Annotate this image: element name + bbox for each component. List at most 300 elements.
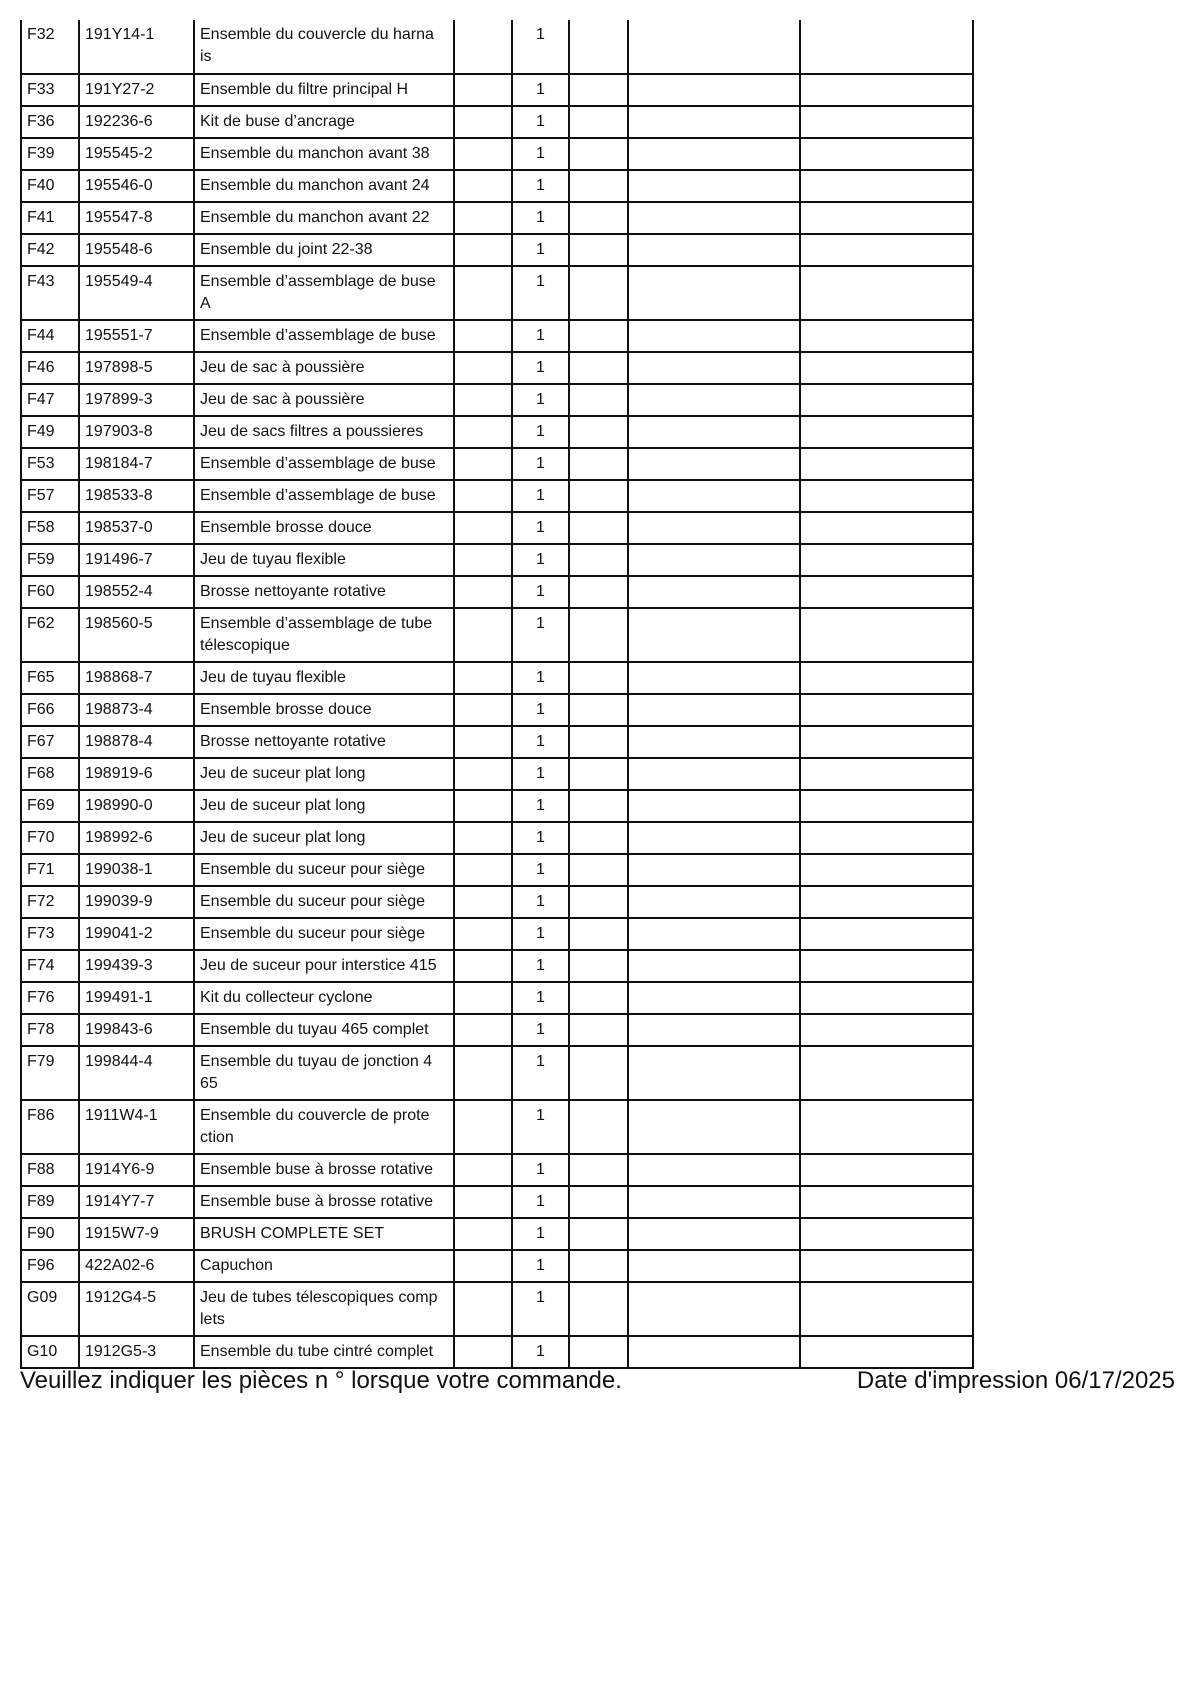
quantity-cell: 1 — [512, 918, 569, 950]
empty-cell — [569, 1282, 628, 1336]
ref-cell: F40 — [21, 170, 79, 202]
empty-cell — [800, 416, 973, 448]
ref-cell: F88 — [21, 1154, 79, 1186]
print-date: Date d'impression 06/17/2025 — [856, 1367, 1175, 1394]
empty-cell — [569, 918, 628, 950]
empty-cell — [569, 790, 628, 822]
description-cell: Kit du collecteur cyclone — [194, 982, 454, 1014]
empty-cell — [569, 1014, 628, 1046]
quantity-cell: 1 — [512, 416, 569, 448]
ref-cell: F78 — [21, 1014, 79, 1046]
quantity-cell: 1 — [512, 576, 569, 608]
part-number-cell: 1912G5-3 — [79, 1336, 194, 1368]
description-cell: Ensemble d’assemblage de buse — [194, 320, 454, 352]
description-cell: Ensemble du tuyau 465 complet — [194, 1014, 454, 1046]
part-number-cell: 198873-4 — [79, 694, 194, 726]
empty-cell — [800, 234, 973, 266]
empty-cell — [454, 1046, 512, 1100]
description-cell: Jeu de sac à poussière — [194, 384, 454, 416]
empty-cell — [454, 1154, 512, 1186]
empty-cell — [569, 266, 628, 320]
empty-cell — [628, 1100, 800, 1154]
order-instruction-note: Veuillez indiquer les pièces n ° lorsque votre commande. — [20, 1367, 622, 1394]
part-number-cell: 197899-3 — [79, 384, 194, 416]
description-cell: Jeu de tuyau flexible — [194, 544, 454, 576]
description-cell: Jeu de suceur plat long — [194, 758, 454, 790]
quantity-cell: 1 — [512, 1218, 569, 1250]
empty-cell — [454, 726, 512, 758]
empty-cell — [628, 106, 800, 138]
empty-cell — [800, 790, 973, 822]
quantity-cell: 1 — [512, 758, 569, 790]
description-cell: Jeu de sac à poussière — [194, 352, 454, 384]
empty-cell — [800, 1218, 973, 1250]
empty-cell — [800, 1250, 973, 1282]
ref-cell: F73 — [21, 918, 79, 950]
ref-cell: F39 — [21, 138, 79, 170]
empty-cell — [569, 1046, 628, 1100]
ref-cell: F59 — [21, 544, 79, 576]
table-row — [21, 448, 973, 480]
ref-cell: F36 — [21, 106, 79, 138]
part-number-cell: 199491-1 — [79, 982, 194, 1014]
empty-cell — [628, 950, 800, 982]
part-number-cell: 1915W7-9 — [79, 1218, 194, 1250]
empty-cell — [569, 138, 628, 170]
description-cell: Jeu de suceur pour interstice 415 — [194, 950, 454, 982]
table-row — [21, 662, 973, 694]
empty-cell — [569, 1250, 628, 1282]
ref-cell: F86 — [21, 1100, 79, 1154]
empty-cell — [628, 138, 800, 170]
description-cell: Ensemble d’assemblage de buse A — [194, 266, 454, 320]
empty-cell — [800, 918, 973, 950]
ref-cell: F76 — [21, 982, 79, 1014]
ref-cell: F62 — [21, 608, 79, 662]
empty-cell — [569, 74, 628, 106]
ref-cell: F72 — [21, 886, 79, 918]
quantity-cell: 1 — [512, 662, 569, 694]
ref-cell: G10 — [21, 1336, 79, 1368]
empty-cell — [628, 384, 800, 416]
table-row — [21, 1282, 973, 1336]
table-row — [21, 106, 973, 138]
empty-cell — [800, 982, 973, 1014]
empty-cell — [454, 1282, 512, 1336]
description-cell: Ensemble buse à brosse rotative — [194, 1154, 454, 1186]
description-cell: Ensemble du filtre principal H — [194, 74, 454, 106]
table-row — [21, 384, 973, 416]
empty-cell — [800, 480, 973, 512]
ref-cell: F58 — [21, 512, 79, 544]
empty-cell — [454, 480, 512, 512]
quantity-cell: 1 — [512, 1046, 569, 1100]
empty-cell — [454, 1100, 512, 1154]
part-number-cell: 1911W4-1 — [79, 1100, 194, 1154]
part-number-cell: 198533-8 — [79, 480, 194, 512]
quantity-cell: 1 — [512, 886, 569, 918]
ref-cell: F67 — [21, 726, 79, 758]
part-number-cell: 198560-5 — [79, 608, 194, 662]
ref-cell: F70 — [21, 822, 79, 854]
empty-cell — [454, 106, 512, 138]
quantity-cell: 1 — [512, 448, 569, 480]
description-cell: Brosse nettoyante rotative — [194, 576, 454, 608]
empty-cell — [454, 20, 512, 74]
description-cell: Ensemble d’assemblage de buse — [194, 480, 454, 512]
empty-cell — [569, 1218, 628, 1250]
empty-cell — [628, 266, 800, 320]
empty-cell — [569, 1336, 628, 1368]
table-row — [21, 1186, 973, 1218]
empty-cell — [569, 982, 628, 1014]
empty-cell — [569, 1100, 628, 1154]
empty-cell — [628, 1046, 800, 1100]
empty-cell — [628, 234, 800, 266]
part-number-cell: 198990-0 — [79, 790, 194, 822]
empty-cell — [454, 758, 512, 790]
description-cell: Ensemble brosse douce — [194, 512, 454, 544]
part-number-cell: 195549-4 — [79, 266, 194, 320]
empty-cell — [569, 694, 628, 726]
description-cell: Ensemble du suceur pour siège — [194, 886, 454, 918]
quantity-cell: 1 — [512, 1250, 569, 1282]
description-cell: Capuchon — [194, 1250, 454, 1282]
empty-cell — [569, 202, 628, 234]
empty-cell — [569, 170, 628, 202]
ref-cell: F33 — [21, 74, 79, 106]
empty-cell — [800, 384, 973, 416]
table-row — [21, 576, 973, 608]
description-cell: Ensemble du suceur pour siège — [194, 918, 454, 950]
empty-cell — [569, 320, 628, 352]
empty-cell — [454, 266, 512, 320]
table-row — [21, 790, 973, 822]
ref-cell: F90 — [21, 1218, 79, 1250]
empty-cell — [569, 20, 628, 74]
ref-cell: F74 — [21, 950, 79, 982]
ref-cell: F89 — [21, 1186, 79, 1218]
table-row — [21, 1336, 973, 1368]
description-cell: Ensemble d’assemblage de tube télescopique — [194, 608, 454, 662]
empty-cell — [454, 822, 512, 854]
empty-cell — [800, 266, 973, 320]
description-cell: Ensemble du tuyau de jonction 4 65 — [194, 1046, 454, 1100]
empty-cell — [454, 886, 512, 918]
quantity-cell: 1 — [512, 74, 569, 106]
empty-cell — [569, 886, 628, 918]
quantity-cell: 1 — [512, 694, 569, 726]
empty-cell — [454, 544, 512, 576]
part-number-cell: 192236-6 — [79, 106, 194, 138]
part-number-cell: 195546-0 — [79, 170, 194, 202]
empty-cell — [628, 1014, 800, 1046]
part-number-cell: 199844-4 — [79, 1046, 194, 1100]
quantity-cell: 1 — [512, 320, 569, 352]
table-row — [21, 1046, 973, 1100]
table-row — [21, 886, 973, 918]
empty-cell — [454, 576, 512, 608]
table-row — [21, 1100, 973, 1154]
empty-cell — [628, 822, 800, 854]
table-row — [21, 138, 973, 170]
empty-cell — [628, 320, 800, 352]
part-number-cell: 1912G4-5 — [79, 1282, 194, 1336]
table-row — [21, 352, 973, 384]
ref-cell: F46 — [21, 352, 79, 384]
empty-cell — [569, 1154, 628, 1186]
part-number-cell: 197903-8 — [79, 416, 194, 448]
empty-cell — [628, 74, 800, 106]
empty-cell — [454, 662, 512, 694]
quantity-cell: 1 — [512, 544, 569, 576]
table-row — [21, 320, 973, 352]
quantity-cell: 1 — [512, 726, 569, 758]
part-number-cell: 199041-2 — [79, 918, 194, 950]
ref-cell: F57 — [21, 480, 79, 512]
empty-cell — [569, 576, 628, 608]
empty-cell — [628, 1282, 800, 1336]
table-row — [21, 1218, 973, 1250]
empty-cell — [628, 1218, 800, 1250]
empty-cell — [454, 1014, 512, 1046]
empty-cell — [569, 352, 628, 384]
ref-cell: F32 — [21, 20, 79, 74]
empty-cell — [800, 1014, 973, 1046]
empty-cell — [800, 1100, 973, 1154]
ref-cell: F49 — [21, 416, 79, 448]
empty-cell — [628, 1154, 800, 1186]
part-number-cell: 199843-6 — [79, 1014, 194, 1046]
quantity-cell: 1 — [512, 480, 569, 512]
table-row — [21, 170, 973, 202]
table-row — [21, 202, 973, 234]
quantity-cell: 1 — [512, 138, 569, 170]
part-number-cell: 195551-7 — [79, 320, 194, 352]
table-row — [21, 416, 973, 448]
ref-cell: F42 — [21, 234, 79, 266]
quantity-cell: 1 — [512, 854, 569, 886]
empty-cell — [454, 512, 512, 544]
table-row — [21, 982, 973, 1014]
table-row — [21, 758, 973, 790]
empty-cell — [628, 352, 800, 384]
table-row — [21, 608, 973, 662]
empty-cell — [454, 950, 512, 982]
part-number-cell: 197898-5 — [79, 352, 194, 384]
empty-cell — [454, 918, 512, 950]
empty-cell — [454, 74, 512, 106]
empty-cell — [454, 790, 512, 822]
description-cell: Jeu de tubes télescopiques comp lets — [194, 1282, 454, 1336]
empty-cell — [628, 918, 800, 950]
ref-cell: F79 — [21, 1046, 79, 1100]
table-row — [21, 726, 973, 758]
empty-cell — [800, 608, 973, 662]
empty-cell — [628, 662, 800, 694]
table-row — [21, 822, 973, 854]
empty-cell — [800, 512, 973, 544]
empty-cell — [569, 416, 628, 448]
empty-cell — [628, 1336, 800, 1368]
description-cell: Jeu de suceur plat long — [194, 822, 454, 854]
quantity-cell: 1 — [512, 950, 569, 982]
ref-cell: F71 — [21, 854, 79, 886]
part-number-cell: 198537-0 — [79, 512, 194, 544]
empty-cell — [569, 234, 628, 266]
quantity-cell: 1 — [512, 1336, 569, 1368]
empty-cell — [800, 726, 973, 758]
description-cell: Brosse nettoyante rotative — [194, 726, 454, 758]
ref-cell: F69 — [21, 790, 79, 822]
table-row — [21, 918, 973, 950]
empty-cell — [800, 694, 973, 726]
empty-cell — [454, 384, 512, 416]
empty-cell — [800, 448, 973, 480]
quantity-cell: 1 — [512, 608, 569, 662]
empty-cell — [800, 1186, 973, 1218]
empty-cell — [454, 1218, 512, 1250]
description-cell: Ensemble du manchon avant 38 — [194, 138, 454, 170]
part-number-cell: 198552-4 — [79, 576, 194, 608]
empty-cell — [628, 1250, 800, 1282]
quantity-cell: 1 — [512, 1282, 569, 1336]
empty-cell — [569, 608, 628, 662]
empty-cell — [454, 694, 512, 726]
empty-cell — [628, 202, 800, 234]
part-number-cell: 195545-2 — [79, 138, 194, 170]
description-cell: BRUSH COMPLETE SET — [194, 1218, 454, 1250]
part-number-cell: 198184-7 — [79, 448, 194, 480]
table-row — [21, 1250, 973, 1282]
table-row — [21, 1154, 973, 1186]
empty-cell — [800, 138, 973, 170]
description-cell: Kit de buse d’ancrage — [194, 106, 454, 138]
quantity-cell: 1 — [512, 170, 569, 202]
quantity-cell: 1 — [512, 1154, 569, 1186]
empty-cell — [628, 20, 800, 74]
quantity-cell: 1 — [512, 266, 569, 320]
quantity-cell: 1 — [512, 1014, 569, 1046]
empty-cell — [628, 982, 800, 1014]
empty-cell — [800, 662, 973, 694]
empty-cell — [454, 982, 512, 1014]
empty-cell — [628, 576, 800, 608]
empty-cell — [800, 1046, 973, 1100]
part-number-cell: 198992-6 — [79, 822, 194, 854]
empty-cell — [628, 758, 800, 790]
table-row — [21, 694, 973, 726]
empty-cell — [800, 854, 973, 886]
quantity-cell: 1 — [512, 1186, 569, 1218]
empty-cell — [454, 1186, 512, 1218]
empty-cell — [454, 1250, 512, 1282]
empty-cell — [569, 512, 628, 544]
ref-cell: F47 — [21, 384, 79, 416]
empty-cell — [800, 170, 973, 202]
empty-cell — [800, 1282, 973, 1336]
empty-cell — [454, 854, 512, 886]
table-row — [21, 512, 973, 544]
quantity-cell: 1 — [512, 20, 569, 74]
table-row — [21, 854, 973, 886]
empty-cell — [628, 608, 800, 662]
ref-cell: F96 — [21, 1250, 79, 1282]
empty-cell — [569, 662, 628, 694]
quantity-cell: 1 — [512, 790, 569, 822]
empty-cell — [800, 202, 973, 234]
empty-cell — [800, 20, 973, 74]
empty-cell — [800, 1154, 973, 1186]
table-row — [21, 20, 973, 74]
description-cell: Ensemble brosse douce — [194, 694, 454, 726]
quantity-cell: 1 — [512, 106, 569, 138]
part-number-cell: 1914Y7-7 — [79, 1186, 194, 1218]
ref-cell: F43 — [21, 266, 79, 320]
part-number-cell: 191Y27-2 — [79, 74, 194, 106]
ref-cell: G09 — [21, 1282, 79, 1336]
empty-cell — [800, 576, 973, 608]
part-number-cell: 191496-7 — [79, 544, 194, 576]
ref-cell: F65 — [21, 662, 79, 694]
empty-cell — [800, 758, 973, 790]
description-cell: Ensemble buse à brosse rotative — [194, 1186, 454, 1218]
empty-cell — [569, 480, 628, 512]
table-row — [21, 266, 973, 320]
empty-cell — [454, 202, 512, 234]
empty-cell — [569, 758, 628, 790]
empty-cell — [569, 950, 628, 982]
part-number-cell: 198878-4 — [79, 726, 194, 758]
quantity-cell: 1 — [512, 512, 569, 544]
empty-cell — [454, 320, 512, 352]
empty-cell — [454, 138, 512, 170]
part-number-cell: 195548-6 — [79, 234, 194, 266]
empty-cell — [454, 170, 512, 202]
part-number-cell: 199039-9 — [79, 886, 194, 918]
empty-cell — [628, 448, 800, 480]
description-cell: Ensemble du couvercle de prote ction — [194, 1100, 454, 1154]
quantity-cell: 1 — [512, 352, 569, 384]
empty-cell — [628, 790, 800, 822]
empty-cell — [800, 950, 973, 982]
empty-cell — [800, 886, 973, 918]
empty-cell — [569, 544, 628, 576]
ref-cell: F53 — [21, 448, 79, 480]
ref-cell: F44 — [21, 320, 79, 352]
table-row — [21, 480, 973, 512]
description-cell: Ensemble du suceur pour siège — [194, 854, 454, 886]
empty-cell — [800, 106, 973, 138]
empty-cell — [800, 74, 973, 106]
empty-cell — [569, 822, 628, 854]
part-number-cell: 199038-1 — [79, 854, 194, 886]
empty-cell — [628, 694, 800, 726]
empty-cell — [454, 608, 512, 662]
quantity-cell: 1 — [512, 1100, 569, 1154]
empty-cell — [800, 320, 973, 352]
part-number-cell: 199439-3 — [79, 950, 194, 982]
empty-cell — [454, 352, 512, 384]
empty-cell — [628, 544, 800, 576]
part-number-cell: 198919-6 — [79, 758, 194, 790]
empty-cell — [800, 544, 973, 576]
description-cell: Ensemble du manchon avant 24 — [194, 170, 454, 202]
quantity-cell: 1 — [512, 202, 569, 234]
empty-cell — [569, 854, 628, 886]
quantity-cell: 1 — [512, 384, 569, 416]
empty-cell — [628, 480, 800, 512]
